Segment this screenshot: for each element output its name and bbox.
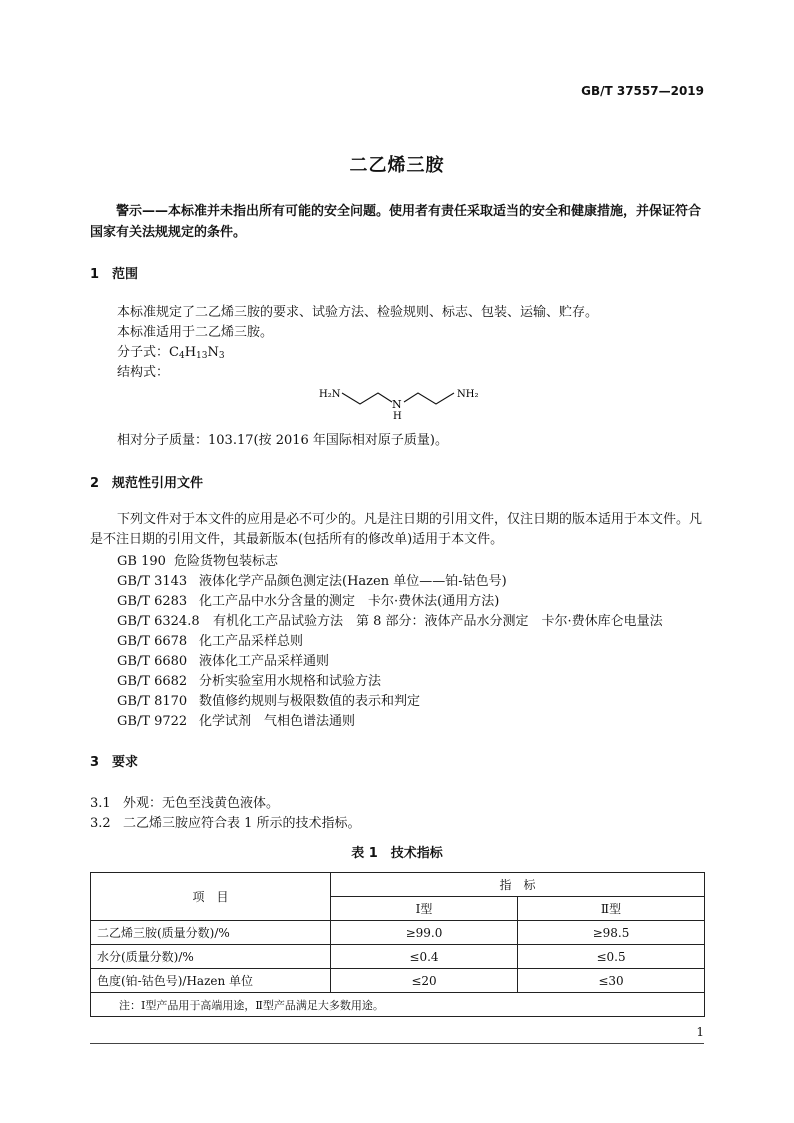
reference-title: 数值修约规则与极限数值的表示和判定 <box>199 694 421 709</box>
row-type1-value: ≤20 <box>331 969 518 993</box>
row-type2-value: ≥98.5 <box>518 921 705 945</box>
structure-h-label: H <box>393 411 402 422</box>
reference-title: 化学试剂 气相色谱法通则 <box>199 714 356 729</box>
reference-title: 化工产品中水分含量的测定 卡尔·费休法(通用方法) <box>199 594 500 609</box>
reference-item <box>117 590 499 609</box>
reference-item <box>117 610 663 629</box>
row-item: 色度(铂-钴色号)/Hazen 单位 <box>91 969 331 993</box>
row-item: 水分(质量分数)/% <box>91 945 331 969</box>
table-caption: 表 1 技术指标 <box>351 846 443 861</box>
row-type2-value: ≤30 <box>518 969 705 993</box>
formula-c: C <box>169 345 179 360</box>
section-title: 范围 <box>112 267 139 282</box>
header-index: 指 标 <box>331 873 705 897</box>
structural-formula <box>312 380 492 424</box>
reference-item <box>117 550 278 569</box>
clause-number: 3.1 <box>90 796 111 811</box>
formula-h: H <box>184 345 197 360</box>
row-item: 二乙烯三胺(质量分数)/% <box>91 921 331 945</box>
table-header-row <box>91 873 705 897</box>
reference-code: GB/T 6283 <box>117 594 188 609</box>
header-type2: Ⅱ型 <box>518 897 705 921</box>
scope-text: 本标准规定了二乙烯三胺的要求、试验方法、检验规则、标志、包装、运输、贮存。 <box>117 305 599 320</box>
formula-h-sub: 13 <box>196 351 208 361</box>
reference-item <box>117 710 355 729</box>
section-2-heading <box>90 472 203 491</box>
clause-3-2 <box>90 812 361 831</box>
reference-item <box>117 670 381 689</box>
header-item: 项 目 <box>91 873 331 921</box>
molecular-mass-text: 相对分子质量：103.17(按 2016 年国际相对原子质量)。 <box>117 433 448 448</box>
clause-text: 外观：无色至浅黄色液体。 <box>123 796 280 811</box>
structure-label: 结构式： <box>117 365 170 380</box>
reference-code: GB/T 6678 <box>117 634 188 649</box>
formula-n-sub: 3 <box>218 351 225 361</box>
standard-number: GB/T 37557—2019 <box>581 84 704 98</box>
molecular-formula <box>117 341 225 361</box>
reference-title: 液体化学产品颜色测定法(Hazen 单位——铂-钴色号) <box>199 574 507 589</box>
structure-n-label: N <box>392 398 402 411</box>
table-row <box>91 921 705 945</box>
reference-item <box>117 630 303 649</box>
clause-number: 3.2 <box>90 816 111 831</box>
section-3-heading <box>90 751 138 770</box>
reference-title: 有机化工产品试验方法 第 8 部分：液体产品水分测定 卡尔·费休库仑电量法 <box>213 614 663 629</box>
reference-code: GB 190 <box>117 554 166 569</box>
formula-c-sub: 4 <box>178 351 185 361</box>
clause-text: 二乙烯三胺应符合表 1 所示的技术指标。 <box>123 816 361 831</box>
reference-title: 危险货物包装标志 <box>174 554 279 569</box>
table-note: 注：Ⅰ型产品用于高端用途，Ⅱ型产品满足大多数用途。 <box>91 993 705 1017</box>
reference-item <box>117 690 420 709</box>
row-type1-value: ≥99.0 <box>331 921 518 945</box>
row-type1-value: ≤0.4 <box>331 945 518 969</box>
table-row <box>91 945 705 969</box>
formula-label: 分子式： <box>117 345 170 360</box>
reference-code: GB/T 6324.8 <box>117 614 200 629</box>
row-type2-value: ≤0.5 <box>518 945 705 969</box>
technical-specification-table <box>90 872 705 1017</box>
reference-item <box>117 650 329 669</box>
section-number: 2 <box>90 476 100 491</box>
reference-code: GB/T 3143 <box>117 574 188 589</box>
section-title: 规范性引用文件 <box>112 476 204 491</box>
footer-rule <box>90 1043 704 1044</box>
reference-code: GB/T 6680 <box>117 654 188 669</box>
references-intro: 下列文件对于本文件的应用是必不可少的。凡是注日期的引用文件，仅注日期的版本适用于本文件。凡是不注日期的引用文件，其最新版本(包括所有的修改单)适用于本文件。 <box>90 512 703 547</box>
reference-code: GB/T 6682 <box>117 674 188 689</box>
structure-left-chain <box>342 393 392 404</box>
section-number: 1 <box>90 267 100 282</box>
section-title: 要求 <box>112 755 139 770</box>
header-type1: Ⅰ型 <box>331 897 518 921</box>
reference-title: 分析实验室用水规格和试验方法 <box>199 674 382 689</box>
reference-code: GB/T 9722 <box>117 714 188 729</box>
reference-title: 液体化工产品采样通则 <box>199 654 330 669</box>
structure-right-chain <box>404 393 454 404</box>
clause-3-1 <box>90 792 279 811</box>
section-1-heading <box>90 263 138 282</box>
warning-paragraph: 警示——本标准并未指出所有可能的安全问题。使用者有责任采取适当的安全和健康措施，并保证符合国家有关法规规定的条件。 <box>90 204 702 240</box>
reference-item <box>117 570 507 589</box>
structure-nh2-label: NH₂ <box>457 389 479 400</box>
table-row <box>91 969 705 993</box>
applicability-text: 本标准适用于二乙烯三胺。 <box>117 325 274 340</box>
page-number: 1 <box>696 1025 704 1039</box>
document-title: 二乙烯三胺 <box>349 155 445 176</box>
formula-n: N <box>207 345 219 360</box>
reference-code: GB/T 8170 <box>117 694 188 709</box>
section-number: 3 <box>90 755 100 770</box>
reference-title: 化工产品采样总则 <box>199 634 304 649</box>
structure-h2n-label: H₂N <box>319 389 341 400</box>
table-note-row <box>91 993 705 1017</box>
